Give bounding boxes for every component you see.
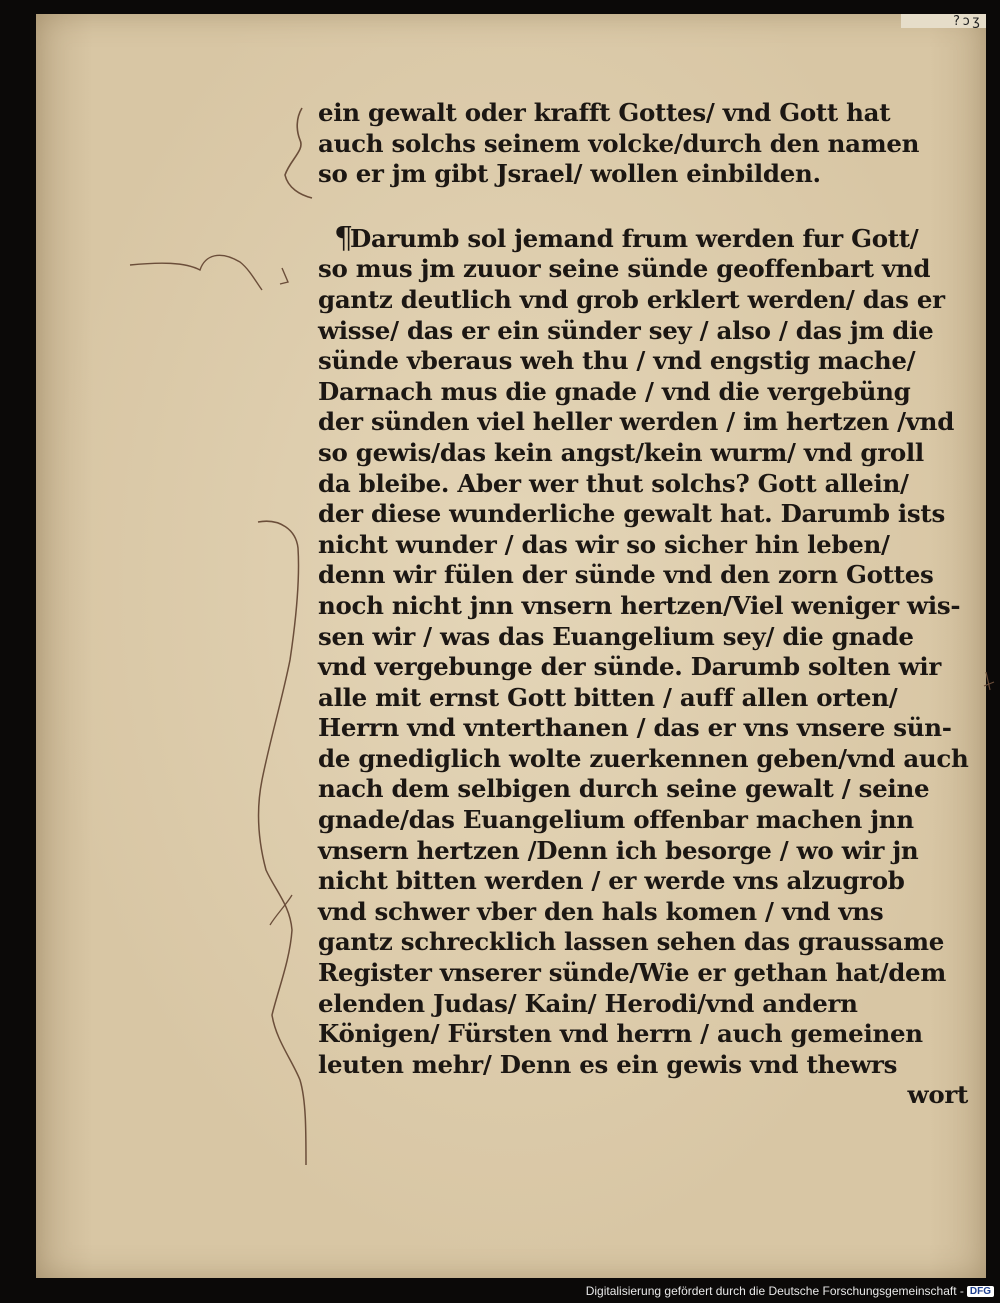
text-line: denn wir fülen der sünde vnd den zorn Gottes: [318, 560, 934, 590]
paragraph-gap: [318, 190, 968, 224]
text-line: so mus jm zuuor seine sünde geoffenbart vnd: [318, 254, 931, 284]
text-line: gantz deutlich vnd grob erklert werden/ das er: [318, 284, 945, 314]
main-paragraph: [318, 254, 968, 1080]
text-line: de gnediglich wolte zuerkennen geben/vnd auch: [318, 743, 969, 773]
text-line: nicht wunder / das wir so sicher hin leben/: [318, 529, 890, 559]
text-line: der diese wunderliche gewalt hat. Darumb ists: [318, 499, 945, 529]
text-line: nach dem selbigen durch seine gewalt / seine: [318, 774, 930, 804]
text-line: noch nicht jnn vnsern hertzen/Viel weniger wis-: [318, 590, 961, 620]
edge-marks: ?ɔʒ: [952, 14, 982, 29]
text-line: so er jm gibt Jsrael/ wollen einbilden.: [318, 159, 821, 189]
right-margin-mark: [984, 672, 994, 690]
text-line: nicht bitten werden / er werde vns alzugrob: [318, 866, 905, 896]
hand-mark-arrow: [130, 255, 262, 290]
dfg-logo: DFG: [967, 1286, 994, 1297]
bracket-stroke-long: [258, 521, 306, 1165]
bracket-hook: [270, 895, 292, 925]
text-line: elenden Judas/ Kain/ Herodi/vnd andern: [318, 988, 858, 1018]
text-line: Darnach mus die gnade / vnd die vergebüng: [318, 376, 911, 406]
text-line: so gewis/das kein angst/kein wurm/ vnd groll: [318, 437, 924, 467]
paragraph-first-text: Darumb sol jemand frum werden fur Gott/: [350, 223, 919, 253]
catchword: wort: [907, 1080, 968, 1110]
text-line: vnsern hertzen /Denn ich besorge / wo wir jn: [318, 835, 919, 865]
hand-mark-number: [280, 268, 288, 284]
body-text: [318, 98, 968, 1111]
text-line: ein gewalt oder krafft Gottes/ vnd Gott hat: [318, 98, 891, 127]
paragraph-first-line: [334, 220, 968, 256]
pilcrow-mark: ¶: [334, 220, 353, 256]
credit-text: Digitalisierung gefördert durch die Deutsche Forschungsgemeinschaft -: [585, 1284, 964, 1298]
text-line: Herrn vnd vnterthanen / das er vns vnsere sün-: [318, 713, 952, 743]
text-line: Register vnserer sünde/Wie er gethan hat/dem: [318, 958, 946, 988]
text-line: sen wir / was das Euangelium sey/ die gnade: [318, 621, 914, 651]
bracket-stroke-top: [285, 108, 312, 198]
text-line: vnd vergebunge der sünde. Darumb solten wir: [318, 652, 942, 682]
text-line: leuten mehr/ Denn es ein gewis vnd thewrs: [318, 1049, 898, 1079]
text-line: alle mit ernst Gott bitten / auff allen orten/: [318, 682, 898, 712]
text-line: auch solchs seinem volcke/durch den namen: [318, 128, 920, 158]
text-line: wisse/ das er ein sünder sey / also / das jm die: [318, 315, 934, 345]
text-line: der sünden viel heller werden / im hertzen /vnd: [318, 407, 955, 437]
text-line: vnd schwer vber den hals komen / vnd vns: [318, 896, 884, 926]
text-line: gantz schrecklich lassen sehen das graussame: [318, 927, 945, 957]
text-line: da bleibe. Aber wer thut solchs? Gott allein/: [318, 468, 909, 498]
text-line: Königen/ Fürsten vnd herrn / auch gemeinen: [318, 1019, 923, 1049]
top-paragraph: [318, 98, 968, 190]
digitization-credit: [586, 1284, 994, 1298]
text-line: gnade/das Euangelium offenbar machen jnn: [318, 805, 914, 835]
text-line: sünde vberaus weh thu / vnd engstig mache/: [318, 346, 916, 376]
